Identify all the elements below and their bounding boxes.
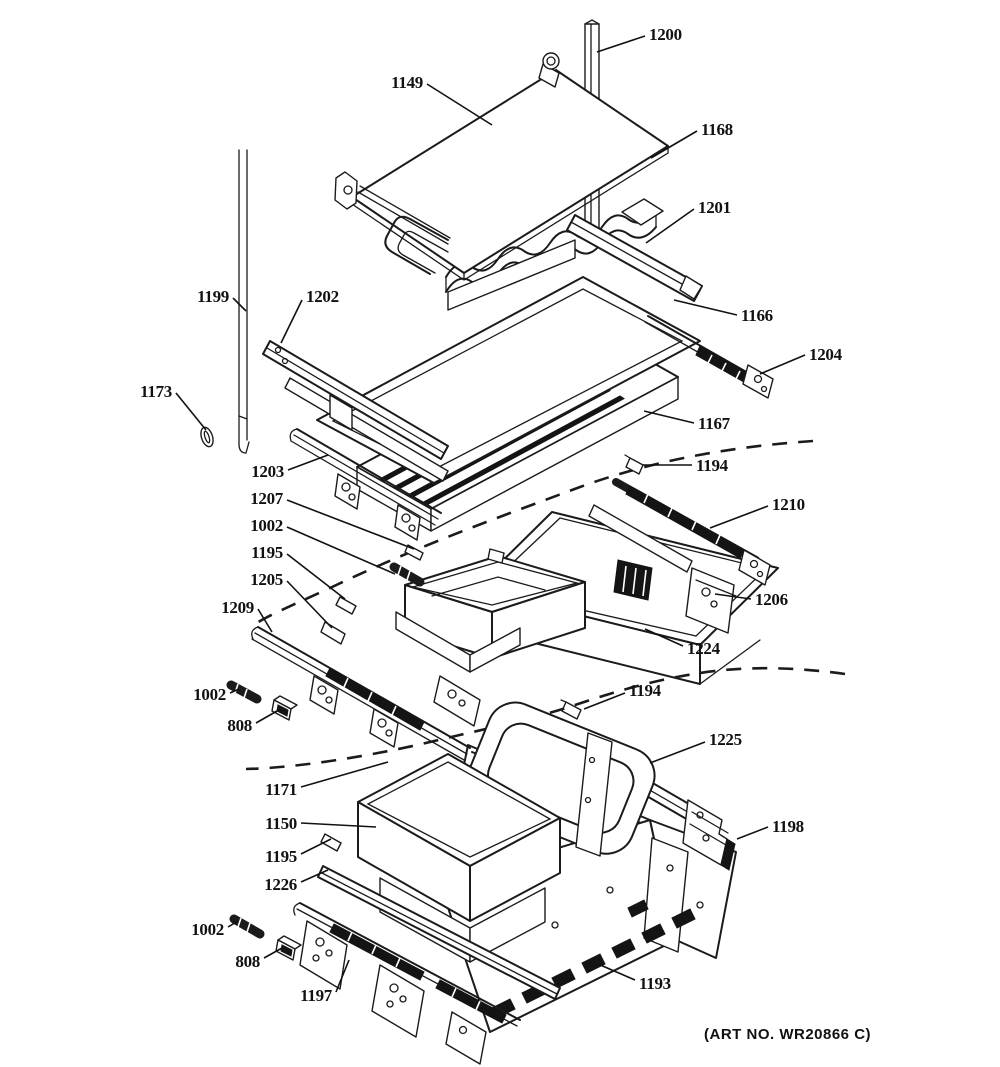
part-label-1167: 1167 [698, 414, 730, 433]
leader-line-808 [256, 711, 277, 723]
part-label-1226: 1226 [264, 875, 297, 894]
part-label-1207: 1207 [250, 489, 283, 508]
leader-line-1198 [737, 827, 768, 839]
leader-line-1195 [287, 554, 345, 599]
roll-pin-middle [394, 566, 420, 582]
part-label-1002: 1002 [191, 920, 224, 939]
leader-line-1167 [644, 411, 694, 423]
part-label-1204: 1204 [809, 345, 842, 364]
leader-line-1166 [674, 300, 737, 315]
part-label-1224: 1224 [687, 639, 720, 658]
leader-line-1203 [288, 455, 328, 470]
part-label-1200: 1200 [649, 25, 682, 44]
leader-line-1149 [427, 84, 492, 125]
shim-clip-middle [336, 597, 356, 614]
part-label-1225: 1225 [709, 730, 742, 749]
leader-line-1171 [301, 762, 388, 787]
spacer-block-upper [272, 696, 297, 720]
part-label-1198: 1198 [772, 817, 804, 836]
leader-line-1210 [710, 506, 768, 528]
part-label-1194: 1194 [629, 681, 661, 700]
leader-line-1195 [301, 839, 331, 854]
part-label-1210: 1210 [772, 495, 805, 514]
part-label-1173: 1173 [140, 382, 172, 401]
leader-line-1202 [281, 300, 302, 343]
part-label-808: 808 [227, 716, 252, 735]
part-label-1193: 1193 [639, 974, 671, 993]
part-label-1195: 1195 [251, 543, 283, 562]
part-label-1203: 1203 [251, 462, 284, 481]
part-label-1168: 1168 [701, 120, 733, 139]
part-label-1171: 1171 [265, 780, 297, 799]
part-label-1209: 1209 [221, 598, 254, 617]
side-trim-strip [239, 150, 249, 453]
part-label-1002: 1002 [193, 685, 226, 704]
part-label-1195: 1195 [265, 847, 297, 866]
part-label-1002: 1002 [250, 516, 283, 535]
leader-line-1225 [650, 742, 705, 763]
part-label-1194: 1194 [696, 456, 728, 475]
part-label-1166: 1166 [741, 306, 773, 325]
leader-line-1204 [760, 355, 805, 374]
leader-line-1200 [597, 36, 645, 52]
part-label-1205: 1205 [250, 570, 283, 589]
part-label-1197: 1197 [300, 986, 332, 1005]
part-label-1202: 1202 [306, 287, 339, 306]
art-number: (ART NO. WR20866 C) [704, 1026, 872, 1043]
grommet [199, 426, 216, 448]
part-label-808: 808 [235, 952, 260, 971]
spacer-block-bottom [276, 936, 301, 960]
roll-pin-bottom [234, 918, 260, 934]
part-label-1149: 1149 [391, 73, 423, 92]
part-label-1206: 1206 [755, 590, 788, 609]
cover-hinge [335, 172, 357, 209]
part-label-1201: 1201 [698, 198, 731, 217]
part-label-1150: 1150 [265, 814, 297, 833]
leader-line-1173 [176, 393, 206, 430]
part-label-1199: 1199 [197, 287, 229, 306]
